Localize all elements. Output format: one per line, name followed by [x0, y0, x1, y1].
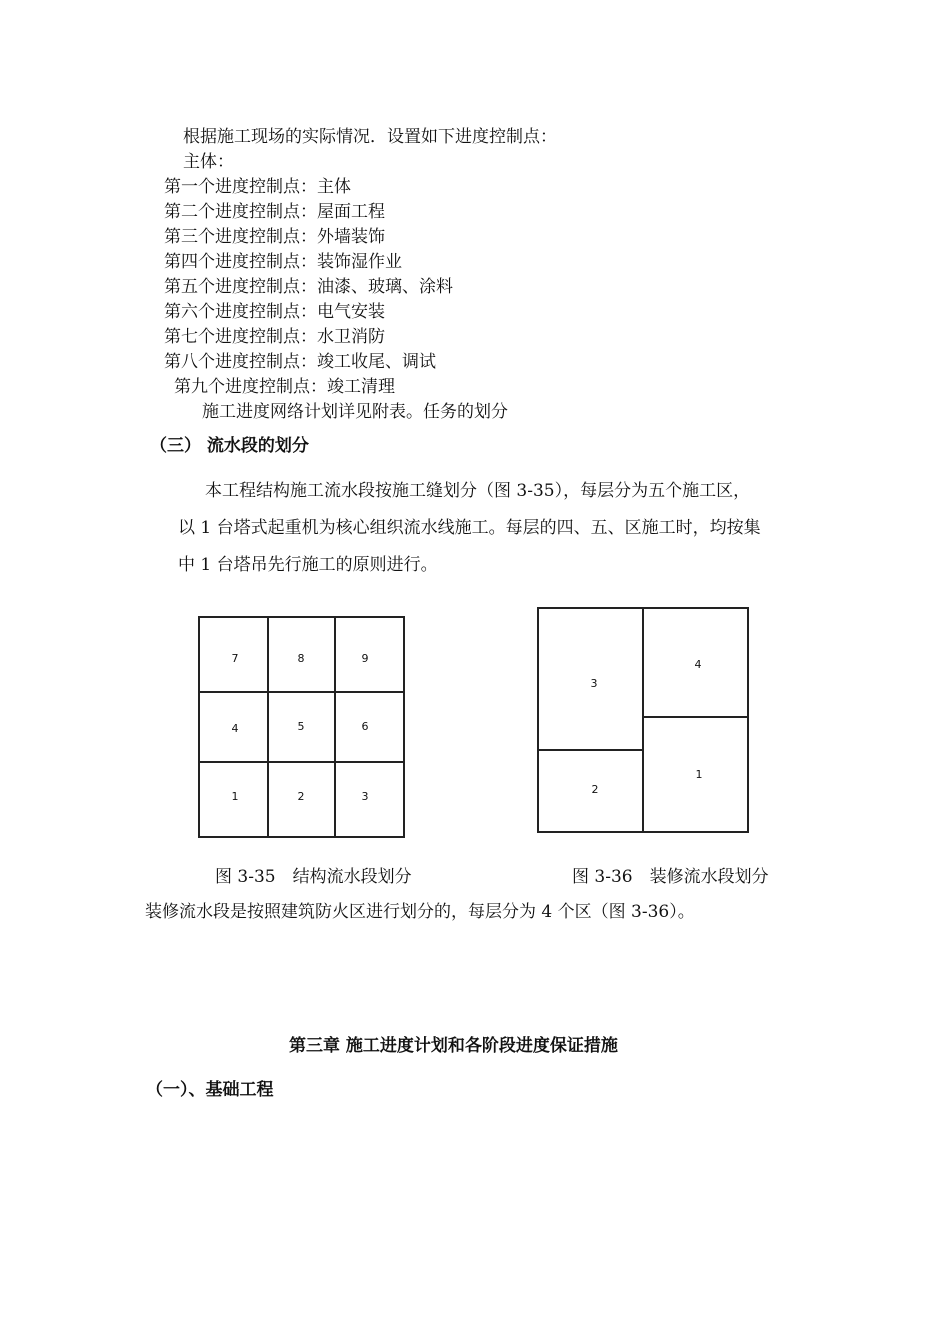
figure-caption: 图 3-35 结构流水段划分	[215, 867, 412, 887]
decoration-paragraph: 装修流水段是按照建筑防火区进行划分的，每层分为 4 个区（图 3-36）。	[145, 902, 695, 922]
grid-cell-label: 9	[361, 652, 369, 665]
zone-label: 1	[695, 768, 703, 781]
list-item: 第二个进度控制点：屋面工程	[164, 202, 385, 222]
grid-cell-label: 3	[361, 790, 369, 803]
grid-cell-label: 7	[231, 652, 239, 665]
list-item: 第九个进度控制点：竣工清理	[174, 377, 395, 397]
grid-cell-label: 4	[231, 722, 239, 735]
list-item: 第五个进度控制点：油漆、玻璃、涂料	[164, 277, 453, 297]
section-heading: （三） 流水段的划分	[150, 436, 309, 456]
paragraph-line: 本工程结构施工流水段按施工缝划分（图 3-35），每层分为五个施工区，	[205, 481, 751, 501]
zone-label: 3	[590, 677, 598, 690]
grid-cell-label: 1	[231, 790, 239, 803]
list-item: 第七个进度控制点：水卫消防	[164, 327, 385, 347]
paragraph-line: 以 1 台塔式起重机为核心组织流水线施工。每层的四、五、区施工时，均按集	[178, 518, 761, 538]
figure-3-35	[195, 612, 415, 842]
grid-cell-label: 5	[297, 720, 305, 733]
grid-cell-label: 8	[297, 652, 305, 665]
intro-text: 根据施工现场的实际情况．设置如下进度控制点：	[183, 127, 557, 147]
figure-caption: 图 3-36 装修流水段划分	[572, 867, 769, 887]
grid-cell-label: 2	[297, 790, 305, 803]
paragraph-line: 中 1 台塔吊先行施工的原则进行。	[178, 555, 438, 575]
subsection-heading: （一）、基础工程	[146, 1080, 274, 1100]
chapter-title: 第三章 施工进度计划和各阶段进度保证措施	[289, 1036, 618, 1056]
figure-3-36	[532, 602, 757, 837]
zone-label: 2	[591, 783, 599, 796]
network-plan-text: 施工进度网络计划详见附表。任务的划分	[202, 402, 508, 422]
list-item: 第一个进度控制点：主体	[164, 177, 351, 197]
list-item: 第八个进度控制点：竣工收尾、调试	[164, 352, 436, 372]
list-item: 第三个进度控制点：外墙装饰	[164, 227, 385, 247]
zone-label: 4	[694, 658, 702, 671]
grid-cell-label: 6	[361, 720, 369, 733]
list-item: 第四个进度控制点：装饰湿作业	[164, 252, 402, 272]
subject-label: 主体：	[183, 152, 234, 172]
list-item: 第六个进度控制点：电气安装	[164, 302, 385, 322]
